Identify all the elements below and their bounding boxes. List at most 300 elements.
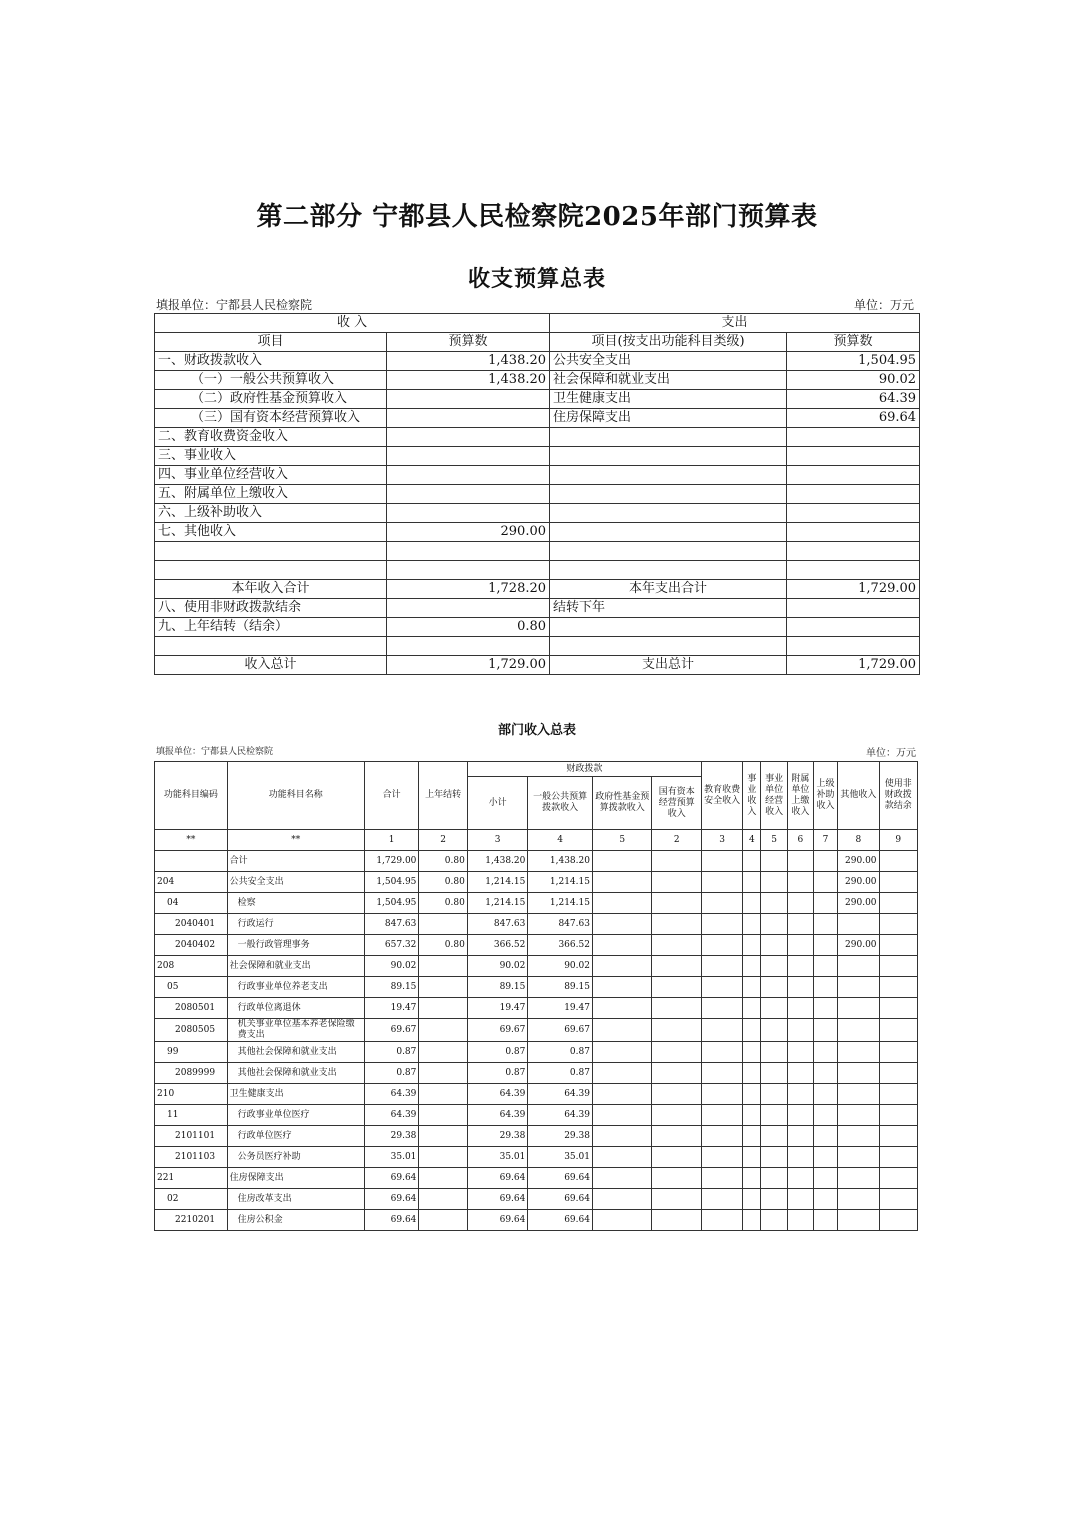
h-gov-fund: 政府性基金预算拨款收入 bbox=[592, 777, 652, 830]
cell-code: 210 bbox=[155, 1084, 228, 1105]
cell-empty bbox=[787, 1126, 813, 1147]
table-row bbox=[155, 977, 918, 998]
h-other: 其他收入 bbox=[838, 762, 879, 830]
cell-name: 行政事业单位养老支出 bbox=[227, 977, 364, 998]
cell-name: 行政单位医疗 bbox=[227, 1126, 364, 1147]
cell-subtotal: 19.47 bbox=[467, 998, 528, 1019]
cell-empty bbox=[879, 1126, 917, 1147]
cell-carry bbox=[419, 1210, 467, 1231]
cell-general: 89.15 bbox=[528, 977, 593, 998]
budget-summary-title: 收支预算总表 bbox=[467, 266, 606, 292]
cell-empty bbox=[652, 914, 701, 935]
cell-empty bbox=[652, 1105, 701, 1126]
income-item: 八、使用非财政拨款结余 bbox=[155, 599, 387, 618]
cell-code: 11 bbox=[155, 1105, 228, 1126]
expense-value bbox=[787, 618, 920, 637]
cell-code: 99 bbox=[155, 1042, 228, 1063]
cell-general: 69.64 bbox=[528, 1189, 593, 1210]
index-cell: 5 bbox=[761, 830, 787, 851]
cell-empty bbox=[813, 998, 837, 1019]
cell-empty bbox=[813, 872, 837, 893]
cell-empty bbox=[813, 1063, 837, 1084]
expense-item: 社会保障和就业支出 bbox=[550, 371, 787, 390]
index-cell: 7 bbox=[813, 830, 837, 851]
cell-empty bbox=[652, 1189, 701, 1210]
cell-empty bbox=[813, 977, 837, 998]
cell-general: 69.64 bbox=[528, 1168, 593, 1189]
cell-name: 检察 bbox=[227, 893, 364, 914]
cell-empty bbox=[652, 872, 701, 893]
cell-empty bbox=[761, 1126, 787, 1147]
table-row bbox=[155, 1042, 918, 1063]
cell-empty bbox=[787, 998, 813, 1019]
cell-empty bbox=[879, 1063, 917, 1084]
table-row bbox=[155, 352, 920, 371]
cell-empty bbox=[787, 1042, 813, 1063]
cell-other bbox=[838, 956, 879, 977]
expense-value bbox=[787, 523, 920, 542]
cell-empty bbox=[652, 1042, 701, 1063]
cell-empty bbox=[787, 1019, 813, 1042]
income-item: （二）政府性基金预算收入 bbox=[155, 390, 387, 409]
cell-other: 290.00 bbox=[838, 851, 879, 872]
index-cell: 4 bbox=[528, 830, 593, 851]
cell-empty bbox=[879, 1189, 917, 1210]
cell-empty bbox=[743, 1019, 761, 1042]
table-row bbox=[155, 561, 920, 580]
table-row bbox=[155, 1147, 918, 1168]
cell-total: 35.01 bbox=[364, 1147, 418, 1168]
cell-empty bbox=[761, 893, 787, 914]
cell-empty bbox=[592, 1019, 652, 1042]
cell-subtotal: 366.52 bbox=[467, 935, 528, 956]
cell-name: 卫生健康支出 bbox=[227, 1084, 364, 1105]
table-row bbox=[155, 1105, 918, 1126]
income-value bbox=[387, 485, 550, 504]
cell-empty bbox=[813, 1168, 837, 1189]
cell-empty bbox=[652, 1168, 701, 1189]
cell-empty bbox=[652, 1063, 701, 1084]
cell-empty bbox=[743, 1210, 761, 1231]
expense-item bbox=[550, 447, 787, 466]
cell-empty bbox=[787, 1168, 813, 1189]
index-cell: 8 bbox=[838, 830, 879, 851]
cell-empty bbox=[879, 851, 917, 872]
cell-empty bbox=[761, 1063, 787, 1084]
cell-empty bbox=[701, 851, 742, 872]
cell-empty bbox=[787, 977, 813, 998]
table-row bbox=[155, 485, 920, 504]
cell-empty bbox=[787, 1105, 813, 1126]
income-value bbox=[387, 637, 550, 656]
col-item: 项目 bbox=[155, 333, 387, 352]
cell-carry: 0.80 bbox=[419, 872, 467, 893]
cell-empty bbox=[761, 1168, 787, 1189]
income-item: 二、教育收费资金收入 bbox=[155, 428, 387, 447]
cell-name: 一般行政管理事务 bbox=[227, 935, 364, 956]
cell-empty bbox=[787, 893, 813, 914]
cell-empty bbox=[813, 851, 837, 872]
col-budget: 预算数 bbox=[387, 333, 550, 352]
cell-total: 29.38 bbox=[364, 1126, 418, 1147]
cell-empty bbox=[787, 1084, 813, 1105]
cell-empty bbox=[813, 1210, 837, 1231]
table-row bbox=[155, 371, 920, 390]
h-affiliated: 附属单位上缴收入 bbox=[787, 762, 813, 830]
cell-empty bbox=[701, 998, 742, 1019]
cell-subtotal: 0.87 bbox=[467, 1063, 528, 1084]
table-row bbox=[155, 542, 920, 561]
cell-empty bbox=[787, 914, 813, 935]
cell-empty bbox=[592, 956, 652, 977]
expense-item: 住房保障支出 bbox=[550, 409, 787, 428]
income-value bbox=[387, 390, 550, 409]
cell-general: 69.67 bbox=[528, 1019, 593, 1042]
income-value: 1,729.00 bbox=[387, 656, 550, 675]
cell-subtotal: 847.63 bbox=[467, 914, 528, 935]
cell-carry bbox=[419, 998, 467, 1019]
cell-empty bbox=[701, 1210, 742, 1231]
cell-empty bbox=[652, 851, 701, 872]
cell-empty bbox=[761, 1019, 787, 1042]
cell-empty bbox=[787, 872, 813, 893]
table-row bbox=[155, 1019, 918, 1042]
cell-carry bbox=[419, 1042, 467, 1063]
cell-empty bbox=[761, 1084, 787, 1105]
budget-summary-table bbox=[154, 313, 920, 675]
expense-item: 公共安全支出 bbox=[550, 352, 787, 371]
cell-carry bbox=[419, 1019, 467, 1042]
cell-name: 住房保障支出 bbox=[227, 1168, 364, 1189]
page-title: 第二部分 宁都县人民检察院2025年部门预算表 bbox=[256, 202, 818, 232]
cell-other bbox=[838, 1168, 879, 1189]
expense-item bbox=[550, 485, 787, 504]
cell-empty bbox=[701, 1019, 742, 1042]
expense-value: 64.39 bbox=[787, 390, 920, 409]
cell-subtotal: 29.38 bbox=[467, 1126, 528, 1147]
cell-empty bbox=[879, 1105, 917, 1126]
cell-carry bbox=[419, 1189, 467, 1210]
income-item: （三）国有资本经营预算收入 bbox=[155, 409, 387, 428]
cell-empty bbox=[813, 1019, 837, 1042]
cell-empty bbox=[743, 893, 761, 914]
expense-item: 支出总计 bbox=[550, 656, 787, 675]
expense-value: 1,504.95 bbox=[787, 352, 920, 371]
reporting-unit-label: 填报单位：宁都县人民检察院 bbox=[156, 298, 313, 312]
income-header: 收 入 bbox=[155, 314, 550, 333]
table-row bbox=[155, 1063, 918, 1084]
cell-other bbox=[838, 1126, 879, 1147]
cell-empty bbox=[652, 1019, 701, 1042]
cell-empty bbox=[813, 935, 837, 956]
h-state-capital: 国有资本经营预算收入 bbox=[652, 777, 701, 830]
cell-empty bbox=[879, 914, 917, 935]
cell-empty bbox=[787, 1063, 813, 1084]
cell-empty bbox=[743, 935, 761, 956]
cell-general: 366.52 bbox=[528, 935, 593, 956]
cell-subtotal: 69.67 bbox=[467, 1019, 528, 1042]
table-row bbox=[155, 1189, 918, 1210]
index-cell: 5 bbox=[592, 830, 652, 851]
cell-subtotal: 0.87 bbox=[467, 1042, 528, 1063]
cell-code: 2040402 bbox=[155, 935, 228, 956]
table-row bbox=[155, 851, 918, 872]
table-row bbox=[155, 956, 918, 977]
cell-subtotal: 64.39 bbox=[467, 1084, 528, 1105]
cell-code: 2040401 bbox=[155, 914, 228, 935]
cell-empty bbox=[879, 1042, 917, 1063]
table-row bbox=[155, 914, 918, 935]
table-row bbox=[155, 618, 920, 637]
expense-value bbox=[787, 466, 920, 485]
cell-empty bbox=[879, 1210, 917, 1231]
cell-name: 社会保障和就业支出 bbox=[227, 956, 364, 977]
index-cell: 3 bbox=[701, 830, 742, 851]
cell-general: 847.63 bbox=[528, 914, 593, 935]
cell-empty bbox=[701, 1063, 742, 1084]
cell-empty bbox=[592, 1042, 652, 1063]
cell-general: 0.87 bbox=[528, 1063, 593, 1084]
cell-empty bbox=[879, 1147, 917, 1168]
cell-empty bbox=[592, 998, 652, 1019]
cell-name: 公共安全支出 bbox=[227, 872, 364, 893]
expense-value bbox=[787, 447, 920, 466]
table-header-row bbox=[155, 762, 918, 777]
cell-name: 公务员医疗补助 bbox=[227, 1147, 364, 1168]
cell-empty bbox=[701, 1042, 742, 1063]
cell-empty bbox=[879, 1168, 917, 1189]
cell-name: 机关事业单位基本养老保险缴费支出 bbox=[227, 1019, 364, 1042]
cell-empty bbox=[701, 1168, 742, 1189]
expense-item bbox=[550, 618, 787, 637]
cell-other bbox=[838, 977, 879, 998]
income-item: 五、附属单位上缴收入 bbox=[155, 485, 387, 504]
cell-empty bbox=[743, 998, 761, 1019]
cell-carry bbox=[419, 1126, 467, 1147]
cell-general: 29.38 bbox=[528, 1126, 593, 1147]
table-row bbox=[155, 656, 920, 675]
cell-empty bbox=[761, 1147, 787, 1168]
cell-carry: 0.80 bbox=[419, 851, 467, 872]
cell-subtotal: 1,214.15 bbox=[467, 872, 528, 893]
h-biz-op: 事业单位经营收入 bbox=[761, 762, 787, 830]
cell-subtotal: 69.64 bbox=[467, 1189, 528, 1210]
index-cell: 4 bbox=[743, 830, 761, 851]
currency-unit-label: 单位：万元 bbox=[854, 298, 915, 312]
cell-other: 290.00 bbox=[838, 935, 879, 956]
index-cell: 6 bbox=[787, 830, 813, 851]
index-row bbox=[155, 830, 918, 851]
cell-carry bbox=[419, 1063, 467, 1084]
cell-empty bbox=[761, 956, 787, 977]
cell-empty bbox=[787, 935, 813, 956]
cell-subtotal: 69.64 bbox=[467, 1210, 528, 1231]
cell-other bbox=[838, 1189, 879, 1210]
cell-other bbox=[838, 1084, 879, 1105]
cell-other bbox=[838, 914, 879, 935]
reporting-unit-label-2: 填报单位：宁都县人民检察院 bbox=[156, 747, 274, 757]
cell-carry bbox=[419, 914, 467, 935]
cell-empty bbox=[813, 893, 837, 914]
cell-empty bbox=[743, 851, 761, 872]
table-row bbox=[155, 872, 918, 893]
cell-empty bbox=[592, 1147, 652, 1168]
expense-item: 结转下年 bbox=[550, 599, 787, 618]
cell-subtotal: 1,214.15 bbox=[467, 893, 528, 914]
cell-empty bbox=[813, 956, 837, 977]
cell-empty bbox=[761, 998, 787, 1019]
cell-general: 1,214.15 bbox=[528, 893, 593, 914]
cell-empty bbox=[701, 1126, 742, 1147]
cell-total: 90.02 bbox=[364, 956, 418, 977]
income-value: 290.00 bbox=[387, 523, 550, 542]
expense-value bbox=[787, 637, 920, 656]
table-row bbox=[155, 523, 920, 542]
income-value: 0.80 bbox=[387, 618, 550, 637]
cell-empty bbox=[592, 1063, 652, 1084]
expense-value bbox=[787, 428, 920, 447]
cell-total: 0.87 bbox=[364, 1042, 418, 1063]
cell-empty bbox=[813, 914, 837, 935]
cell-empty bbox=[761, 1105, 787, 1126]
cell-total: 64.39 bbox=[364, 1084, 418, 1105]
table-row bbox=[155, 1126, 918, 1147]
table-header-row bbox=[155, 314, 920, 333]
cell-empty bbox=[787, 1147, 813, 1168]
table-row bbox=[155, 599, 920, 618]
expense-value: 1,729.00 bbox=[787, 580, 920, 599]
cell-empty bbox=[701, 872, 742, 893]
income-item: 一、财政拨款收入 bbox=[155, 352, 387, 371]
h-name: 功能科目名称 bbox=[227, 762, 364, 830]
expense-item bbox=[550, 504, 787, 523]
cell-empty bbox=[743, 1084, 761, 1105]
income-value bbox=[387, 428, 550, 447]
cell-code: 204 bbox=[155, 872, 228, 893]
cell-empty bbox=[761, 977, 787, 998]
index-cell: 9 bbox=[879, 830, 917, 851]
income-value: 1,438.20 bbox=[387, 352, 550, 371]
cell-empty bbox=[652, 977, 701, 998]
index-cell: 2 bbox=[419, 830, 467, 851]
cell-subtotal: 1,438.20 bbox=[467, 851, 528, 872]
cell-empty bbox=[652, 998, 701, 1019]
expense-item bbox=[550, 561, 787, 580]
cell-empty bbox=[743, 1042, 761, 1063]
expense-item: 卫生健康支出 bbox=[550, 390, 787, 409]
cell-empty bbox=[592, 851, 652, 872]
cell-total: 0.87 bbox=[364, 1063, 418, 1084]
cell-other bbox=[838, 1210, 879, 1231]
expense-item: 本年支出合计 bbox=[550, 580, 787, 599]
expense-header: 支出 bbox=[550, 314, 920, 333]
cell-code bbox=[155, 851, 228, 872]
income-value: 1,438.20 bbox=[387, 371, 550, 390]
income-item: （一）一般公共预算收入 bbox=[155, 371, 387, 390]
cell-other bbox=[838, 998, 879, 1019]
h-edu-fee: 教育收费安全收入 bbox=[701, 762, 742, 830]
cell-empty bbox=[592, 1126, 652, 1147]
cell-code: 2080501 bbox=[155, 998, 228, 1019]
cell-empty bbox=[879, 872, 917, 893]
table-row bbox=[155, 935, 918, 956]
cell-other bbox=[838, 1105, 879, 1126]
h-total: 合计 bbox=[364, 762, 418, 830]
expense-value bbox=[787, 485, 920, 504]
h-carry: 上年结转 bbox=[419, 762, 467, 830]
cell-general: 64.39 bbox=[528, 1084, 593, 1105]
cell-empty bbox=[652, 1210, 701, 1231]
cell-total: 69.67 bbox=[364, 1019, 418, 1042]
cell-code: 2089999 bbox=[155, 1063, 228, 1084]
cell-carry bbox=[419, 1105, 467, 1126]
expense-item bbox=[550, 523, 787, 542]
cell-subtotal: 90.02 bbox=[467, 956, 528, 977]
cell-empty bbox=[592, 977, 652, 998]
cell-empty bbox=[592, 1105, 652, 1126]
cell-empty bbox=[592, 1084, 652, 1105]
cell-carry bbox=[419, 956, 467, 977]
index-cell: 3 bbox=[467, 830, 528, 851]
expense-item bbox=[550, 428, 787, 447]
cell-empty bbox=[701, 956, 742, 977]
cell-empty bbox=[652, 1126, 701, 1147]
h-fiscal: 财政拨款 bbox=[467, 762, 701, 777]
income-value bbox=[387, 409, 550, 428]
income-value bbox=[387, 447, 550, 466]
cell-empty bbox=[652, 893, 701, 914]
cell-total: 657.32 bbox=[364, 935, 418, 956]
table-row bbox=[155, 1084, 918, 1105]
col-item-expense: 项目(按支出功能科目类级) bbox=[550, 333, 787, 352]
income-value bbox=[387, 561, 550, 580]
cell-name: 行政事业单位医疗 bbox=[227, 1105, 364, 1126]
cell-total: 847.63 bbox=[364, 914, 418, 935]
currency-unit-label-2: 单位：万元 bbox=[866, 748, 916, 759]
income-value bbox=[387, 599, 550, 618]
expense-item bbox=[550, 542, 787, 561]
cell-empty bbox=[743, 1105, 761, 1126]
income-item bbox=[155, 561, 387, 580]
cell-empty bbox=[743, 1168, 761, 1189]
cell-subtotal: 69.64 bbox=[467, 1168, 528, 1189]
table-row bbox=[155, 447, 920, 466]
cell-empty bbox=[761, 1042, 787, 1063]
cell-subtotal: 35.01 bbox=[467, 1147, 528, 1168]
cell-total: 19.47 bbox=[364, 998, 418, 1019]
income-item: 六、上级补助收入 bbox=[155, 504, 387, 523]
cell-code: 2101101 bbox=[155, 1126, 228, 1147]
cell-empty bbox=[701, 935, 742, 956]
cell-empty bbox=[743, 977, 761, 998]
expense-item bbox=[550, 637, 787, 656]
table-row bbox=[155, 390, 920, 409]
cell-empty bbox=[879, 893, 917, 914]
table-row bbox=[155, 1168, 918, 1189]
income-value bbox=[387, 542, 550, 561]
cell-total: 1,504.95 bbox=[364, 872, 418, 893]
cell-name: 其他社会保障和就业支出 bbox=[227, 1063, 364, 1084]
cell-name: 住房改革支出 bbox=[227, 1189, 364, 1210]
cell-carry bbox=[419, 1168, 467, 1189]
cell-empty bbox=[787, 1210, 813, 1231]
cell-empty bbox=[787, 956, 813, 977]
income-item: 七、其他收入 bbox=[155, 523, 387, 542]
cell-name: 住房公积金 bbox=[227, 1210, 364, 1231]
cell-empty bbox=[761, 872, 787, 893]
cell-subtotal: 64.39 bbox=[467, 1105, 528, 1126]
cell-empty bbox=[743, 872, 761, 893]
